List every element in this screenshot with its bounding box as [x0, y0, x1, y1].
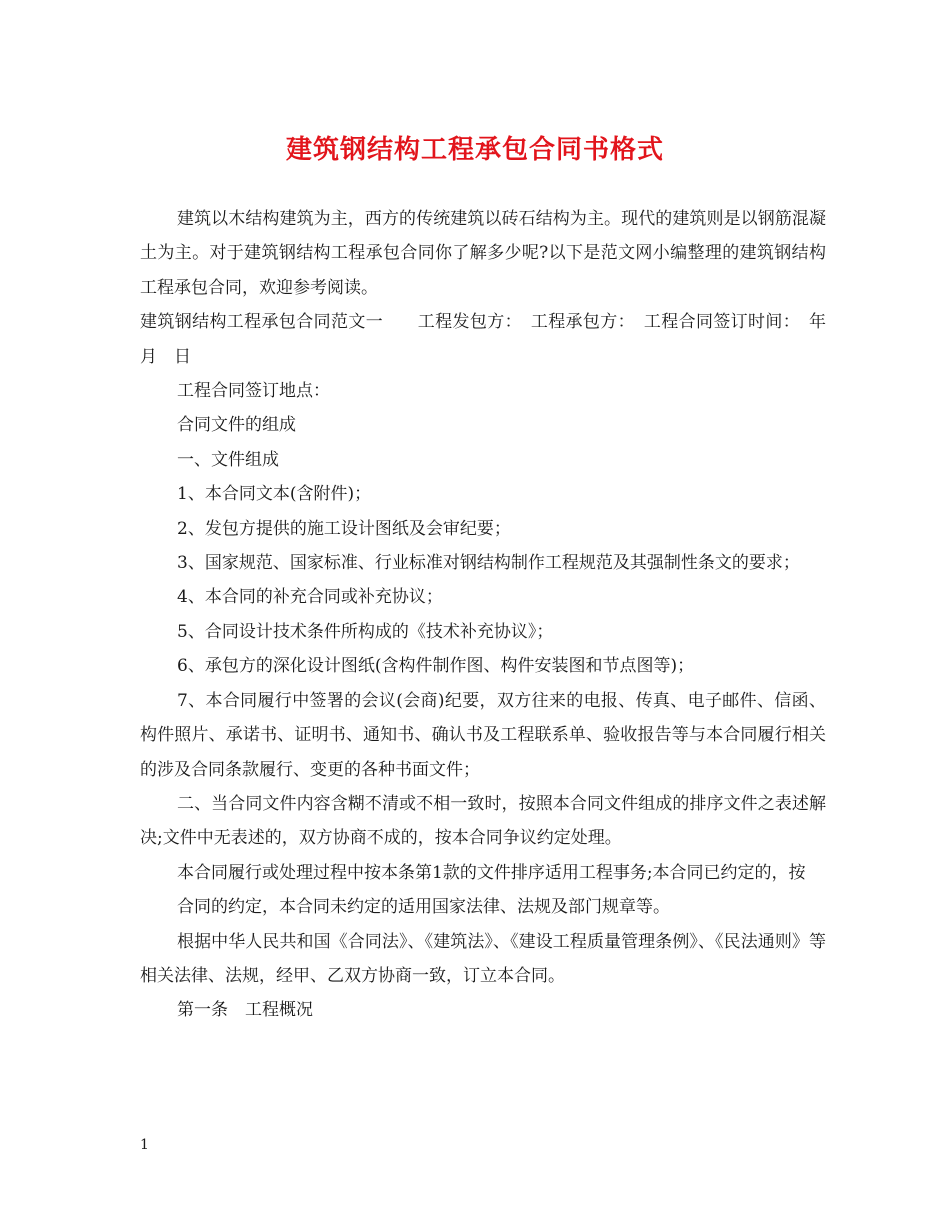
- paragraph-priority-continued: 合同的约定，本合同未约定的适用国家法律、法规及部门规章等。: [177, 897, 670, 918]
- document-title: 建筑钢结构工程承包合同书格式: [285, 135, 664, 165]
- list-item: 4、本合同的补充合同或补充协议；: [177, 587, 443, 608]
- list-item: 5、合同设计技术条件所构成的《技术补充协议》；: [177, 621, 554, 642]
- document-body: [140, 202, 843, 1028]
- paragraph-legal-basis: 根据中华人民共和国《合同法》、《建筑法》、《建设工程质量管理条例》、《民法通则》等相关法律、法规，经甲、乙双方协商一致，订立本合同。: [140, 931, 826, 986]
- paragraph-priority: 本合同履行或处理过程中按本条第1款的文件排序适用工程事务;本合同已约定的，按: [177, 862, 806, 883]
- paragraph-section-one: 一、文件组成: [177, 449, 279, 470]
- page-number: 1: [140, 1137, 149, 1153]
- list-item: 6、承包方的深化设计图纸(含构件制作图、构件安装图和节点图等)；: [177, 656, 695, 677]
- paragraph-intro: 建筑以木结构建筑为主，西方的传统建筑以砖石结构为主。现代的建筑则是以钢筋混凝土为主。对于建筑钢结构工程承包合同你了解多少呢?以下是范文网小编整理的建筑钢结构工程承包合同，欢迎参考阅读。: [140, 209, 826, 298]
- list-item: 3、国家规范、国家标准、行业标准对钢结构制作工程规范及其强制性条文的要求；: [177, 553, 800, 574]
- paragraph-contract-header: 建筑钢结构工程承包合同范文一 工程发包方： 工程承包方： 工程合同签订时间： 年 月 日: [140, 312, 843, 367]
- paragraph-composition-heading: 合同文件的组成: [177, 415, 296, 436]
- paragraph-section-two: 二、当合同文件内容含糊不清或不相一致时，按照本合同文件组成的排序文件之表述解决;文件中无表述的，双方协商不成的，按本合同争议约定处理。: [140, 793, 826, 849]
- list-item: 1、本合同文本(含附件)；: [177, 484, 372, 505]
- list-item: 2、发包方提供的施工设计图纸及会审纪要；: [177, 518, 511, 539]
- list-item: 7、本合同履行中签署的会议(会商)纪要，双方往来的电报、传真、电子邮件、信函、构件照片、承诺书、证明书、通知书、确认书及工程联系单、验收报告等与本合同履行相关的涉及合同条款履行、变更的各种书面文件；: [140, 690, 826, 780]
- paragraph-signing-place: 工程合同签订地点：: [177, 381, 330, 402]
- paragraph-article-one: 第一条 工程概况: [177, 1000, 313, 1021]
